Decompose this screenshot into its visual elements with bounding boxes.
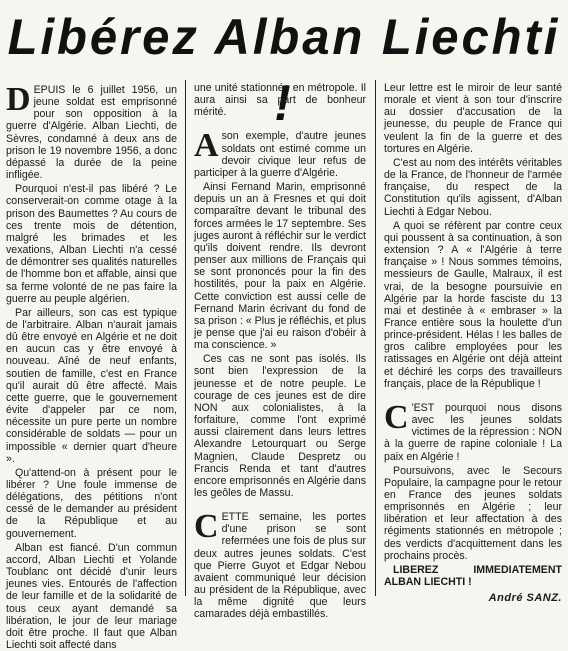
- column-rule-left: [185, 80, 186, 596]
- closing-appeal: LIBEREZ IMMEDIATEMENT ALBAN LIECHTI !: [384, 563, 562, 589]
- lead-in: 'EST: [411, 401, 434, 414]
- article-column-1: [6, 81, 177, 651]
- article-column-3: [384, 82, 562, 605]
- paragraph: [6, 81, 177, 182]
- column-rule-right: [375, 80, 376, 596]
- paragraph: C'est au nom des intérêts véritables de la France, de l'honneur de l'armée française, du respect de la Constitution qu'ils agissent, d'Alban Liechti à Edgar Nebou.: [384, 156, 562, 218]
- article-column-2: [194, 82, 366, 621]
- paragraph: [194, 508, 366, 621]
- drop-cap: C: [384, 398, 409, 436]
- paragraph: Leur lettre est le miroir de leur santé morale et vient à son tour d'inscrire au dossier d'accusation de la jeunesse, du peuple de France qui veulent la fin de la guerre et des tortures en Algérie.: [384, 82, 562, 155]
- paragraph: Alban est fiancé. D'un commun accord, Alban Liechti et Yolande Toublanc ont décidé d'unir leurs jeunes vies. Entourés de l'affection de leur famille et de la solidarité de tous ceux ayant demandé sa libération, le jour de leur mariage doit être proche. Il faut que Alban Liechti soit affecté dans: [6, 541, 177, 651]
- paragraph: [194, 127, 366, 179]
- paragraph: Pourquoi n'est-il pas libéré ? Le conserverait-on comme otage à la prison des Baumettes ? Au cours de ces trente mois de détention, malgré les brimades et les vexations, Alban Liechti n'a cessé de démontrer ses qualités naturelles de l'homme bon et affable, ainsi que sa ferme volonté de ne pas faire la guerre au peuple algérien.: [6, 183, 177, 305]
- paragraph: Poursuivons, avec le Secours Populaire, la campagne pour le retour en France des jeunes soldats emprisonnés en Algérie ; leur libération et leur affectation à des régiments stationnés en métropole ; des verdicts d'acquittement dans les prochains procès.: [384, 464, 562, 562]
- paragraph: une unité stationnée en métropole. Il aura ainsi sa part de bonheur mérité.: [194, 82, 366, 119]
- drop-cap: C: [194, 508, 219, 546]
- paragraph: A quoi se réfèrent par contre ceux qui poussent à sa continuation, à son extension ? A « l'Algérie à terre française » ! Nous sommes témoins, messieurs de Gaulle, Malraux, il est vrai, de la besogne poursuivie en Algérie par la horde fasciste du 13 mai et destinée à « embraser » la France entière sous la houlette d'un prince-président. Hélas ! les balles de gros calibre employées pour les ratissages en Algérie ont déjà atteint et déchiré les corps des travailleurs français, place de la République !: [384, 219, 562, 390]
- paragraph-text: semaine, les portes d'une prison se sont refermées une fois de plus sur deux autres jeunes soldats. C'est que Pierre Guyot et Edgar Nebou avaient communiqué leur décision au président de la République, avec la même dignité que leurs camarades déjà embastillés.: [194, 511, 366, 621]
- paragraph: Par ailleurs, son cas est typique de l'arbitraire. Alban n'aurait jamais dû être envoyé en Algérie et ne doit en aucun cas y être envoyé à nouveau. Aîné de neuf enfants, soutien de famille, c'est en France qu'il aurait dû être affecté. Mais cette guerre, que le gouvernement évite d'appeler par ce nom, nécessite un pure perte un nombre considérable de soldats — pour un impossible « dernier quart d'heure ».: [6, 306, 177, 465]
- lead-in: EPUIS: [33, 84, 66, 96]
- paragraph: Ainsi Fernand Marin, emprisonné depuis un an à Fresnes et qui doit comparaître devant le tribunal des forces armées le 17 septembre. Ses juges auront à réfléchir sur le verdict qu'ils doivent rendre. Ils devront penser aux millions de Français qui se sont prononcés pour la fin des hostilités, pour la paix en Algérie. Cette conviction est aussi celle de Fernand Marin écrivant du fond de sa prison : « Plus je réfléchis, et plus je pense que j'ai eu raison d'obéir à ma conscience. »: [194, 181, 366, 352]
- headline: Libérez Alban Liechti !: [7, 9, 561, 131]
- paragraph-text: son exemple, d'autre jeunes soldats ont estimé comme un devoir civique leur refus de participer à la guerre d'Algérie.: [194, 130, 366, 179]
- paragraph-text: le 6 juillet 1956, un jeune soldat est emprisonné pour son opposition à la guerre d'Algérie. Alban Liechti, de Sèvres, condamné à deux ans de prison le 19 novembre 1956, a donc dépassé la durée de la peine infligée.: [6, 84, 177, 182]
- drop-cap: D: [6, 81, 31, 118]
- paragraph: [384, 398, 562, 463]
- author-signature: André SANZ.: [488, 592, 562, 605]
- paragraph-text: pourquoi nous disons avec les jeunes soldats victimes de la répression : NON à la guerre de rapine coloniale ! La paix en Algérie !: [384, 401, 562, 463]
- paragraph: Ces cas ne sont pas isolés. Ils sont bien l'expression de la jeunesse et de notre peuple. Le courage de ces jeunes est de dire NON aux colonialistes, à la forfaiture, comme l'ont exprimé aussi clairement dans leurs lettres Alexandre Letourquart ou Serge Magnien, Claude Despretz ou Francis Renda et tant d'autres encore emprisonnés en Algérie dans les geôles de Massu.: [194, 353, 366, 499]
- drop-cap: A: [194, 127, 219, 165]
- lead-in: ETTE: [221, 511, 249, 524]
- paragraph: Qu'attend-on à présent pour le libérer ? Une foule immense de délégations, des pétitions n'ont cessé de le demander au président de la République et au gouvernement.: [6, 466, 177, 540]
